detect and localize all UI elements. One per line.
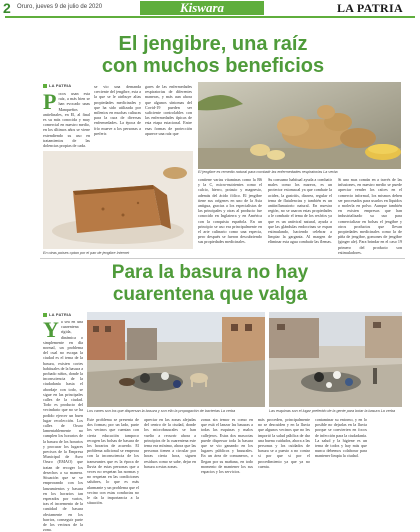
- story1-column-3: [145, 84, 192, 147]
- story1-column-3-text: gares de las enfermedades respiratorias de diferentes maneras, y más aun ahora que algunos síntomas del Covid-19 pueden ser suficiente controlables con las enfermedades típicas de esta etapa estacional. Entre esas formas de protección aparece una raíz que: [145, 84, 192, 136]
- story1-column-1: [43, 91, 90, 147]
- gingerbread-photo: [43, 151, 193, 249]
- story2-column-2: [87, 417, 139, 515]
- trash-corner-caption-credit: La verba: [380, 409, 396, 413]
- story2-column-1: [43, 317, 84, 532]
- story1-column-2-text: se vio una demanda creciente del jengibre, esta a la que se le atribuye altas propiedades medicinales y que ha sido utilizada por milenios en muchas culturas para la cura de diversas enfermedades. La época de frío mueve a los personas a preferir.: [94, 84, 141, 136]
- ginger-caption-text: El jengibre es remedio natural para combatir las enfermedades respiratorias: [198, 170, 323, 174]
- story2-headline: [60, 262, 360, 306]
- story2-author-tag: LA PATRIA: [43, 312, 71, 317]
- story1-column-1-text: ocos usan esta raíz, a más bien se han evocado unas Manqueños antielinales, en El, al final es su más conocida y muy comercial en nuestro medio, en los últimos años se viene extendiendo su uso en tratamientos de las dolencias propias de cada.: [43, 91, 90, 149]
- trash-corner-illustration: [269, 312, 402, 407]
- dateline: Oruro, jueves 9 de julio de 2020: [17, 4, 103, 10]
- story1-column-4-text: contiene varias vitaminas como la B6 y la C, micro-nutrientes como el calcio, hierro, potasio y magnesio, además del ácido fólico. El jengibre tiene sus orígenes en uno de la Asia antigua, gracias a los especialistas de las principales y otras al producto fue conocido en Inglaterra y en América con la conquista española. En un principio se uso era principalmente en el arte culinario como una especia, pero después se fueron descubriendo sus propiedades medicinales.: [198, 177, 262, 245]
- story1-column-5: [268, 177, 332, 255]
- story1-dropcap: P: [43, 89, 57, 114]
- section-banner: [140, 1, 264, 15]
- gingerbread-caption-credit: Internet: [116, 251, 130, 255]
- story1-headline-line2: con muchos beneficios: [101, 55, 325, 77]
- story1-column-4: [198, 177, 262, 255]
- trash-dogs-caption-text: Los canes son los que dispersan la basura y son ello la propagación de bacterias: [87, 409, 220, 413]
- story2-column-6-text: contaminar su entorno, y en lo posible no dejarlas en la lluvia porque se convierten en focos de infección para la ciudadanía. La salud y la higiene es un tema de todos y hay más que nunca debemos colaborar para mantener limpia la ciudad.: [315, 417, 367, 459]
- story1-column-6: [338, 177, 402, 255]
- trash-dogs-photo: [87, 312, 265, 407]
- story1-column-6-text: Si uno mas común en a través de las infusiones, en nuestro medio se puede apreciar vender los raíces en el comercio informal, los mismos deben ser procesados para usarlos en líquidos o molerla en polvo. Aunque también en existen empresas que han industrializado su uso para comercializar en bolsas el jengibre y otros productos que llevan propiedades medicinales como la de piña de jengibre, gomones de jengibre (ginger ale). Para brindar en el caso 19 primero del producto son estimuladores.: [338, 177, 402, 255]
- ginger-caption-credit: La verba: [323, 170, 338, 174]
- gingerbread-photo-caption: [43, 251, 193, 255]
- ginger-photo: [198, 82, 401, 169]
- trash-dogs-caption-credit: La verba: [220, 409, 236, 413]
- story2-column-6: [315, 417, 367, 515]
- story1-column-2: [94, 84, 141, 147]
- gingerbread-photo-illustration: [43, 151, 193, 249]
- trash-dogs-illustration: [87, 312, 265, 407]
- story2-column-1-text: a sea en una cuarentena rígida, dinámica o simplemente en día normal, un problema del cual no escapa la ciudad es el tema de la basura, existen cortes habituales de la basura a probado niños, donde la inconsciencia de la ciudadanía hasta el abordaje con todo, se sigue en las principales calles de la ciudad. Todo es producto del vecindario que no se ha podido ejercer un buen lugar recolección. Los calles de Oruro lamentablemente no cumplen los horarios de la basura de los horarios y procurar los lugares precisos de la Empresa Municipal de Aseo Oruro (EMAO) que tratan de recoger los desechos a su manera. Situación que se ve empeorando con los lanzamientos y basura en los horarios tan esperados por varios, tras el incremento de la cantidad de basura obviamente en los barrios, conseguir parte de los vecinos de la zona.: [43, 319, 84, 532]
- ginger-photo-illustration: [198, 82, 401, 169]
- ginger-photo-caption: [198, 170, 401, 174]
- story1-author-tag: LA PATRIA: [43, 83, 71, 88]
- story2-column-3-text: apreciar en las zonas alejadas del centro de la ciudad, donde los microbasurales se han vuelto a recurrir ahora a principios de la cuarentena este tema era mínimo, ahora que las personas tienen a circular por horas cierta hora, siguen residuos como se sabe, dejar en basura a estas zonas.: [144, 417, 196, 469]
- trash-corner-photo: [269, 312, 402, 407]
- story1-column-5-text: Su consumo habitual ayuda a combatir males como los mareos, es un protector estomacal ya que combate la acidez, la gastritis, diarrea, regular el tema de flatulencias y también es un antiinflamatorio natural. En nuestra región, no se usaron estas propiedades a le combatir el tema de los resfríos ya que es un antiviral natural, ayuda a que las glándulas endocrinas se expan estimulando, haciendo celebrar a limpiar la garganta. Al margen de eliminar esta agua combatir las flemas.: [268, 177, 332, 245]
- story2-column-3: [144, 417, 196, 515]
- story2-dropcap: Y: [43, 317, 59, 342]
- trash-corner-caption-text: Las esquinas son el lugar preferido de la gente para botar la basura: [269, 409, 380, 413]
- gingerbread-caption-text: En otras países optan por el pan de jengibre: [43, 251, 116, 255]
- page-number: 2: [3, 0, 11, 16]
- trash-dogs-caption: [87, 409, 265, 413]
- story2-column-4-text: zonas sin temor es como en que está el lanzar las basuras a todas las esquinas y malos callejeros. Estas dos mascotas puede dispersar toda la basura que se vio ganando en los lugares públicos y basurales. En un área de comuneros, o llegan por su mañana, en todo momento de mantener los sus espacios y los servicios.: [201, 417, 253, 475]
- story-divider: [40, 258, 405, 259]
- story2-column-5-text: más proceden, principalmente no se descuiden y en la lluvia que algunos vecinos que no les importó la salud pública de dar una buena cuidados, ahora a las personas y los cuidados de basura se a puesto a no contar si por que si por el procedimiento ya que ya no cuenta.: [258, 417, 310, 469]
- newspaper-name: LA PATRIA: [337, 1, 403, 15]
- story2-column-5: [258, 417, 310, 515]
- story2-headline-line2: cuarentena que valga: [112, 284, 308, 305]
- story2-column-4: [201, 417, 253, 515]
- trash-corner-caption: [269, 409, 402, 413]
- story2-column-2-text: Este problema se presenta de dos formas; por un lado, parte los vecinos que cuentan con cierta educación tampoco recogen las bolsas de basura de los horarios de acuerdo. El problema adicional se empeora con la inconsciencia de los transeuntes que es la época de lluvia de estas personas que a veces no respetan las normas y no respetan en las condiciones salubres, lo que es más alarmante y un problema que el vecino con estas conductas no le da la importancia a la situación.: [87, 417, 139, 506]
- section-title: Kiswara: [179, 0, 225, 15]
- story2-headline-line1: Para la basura no hay: [111, 262, 309, 283]
- story1-headline: [33, 33, 393, 77]
- story1-headline-line1: El jengibre, una raíz: [118, 33, 308, 55]
- page-header: [0, 0, 420, 17]
- header-rule: [5, 16, 415, 18]
